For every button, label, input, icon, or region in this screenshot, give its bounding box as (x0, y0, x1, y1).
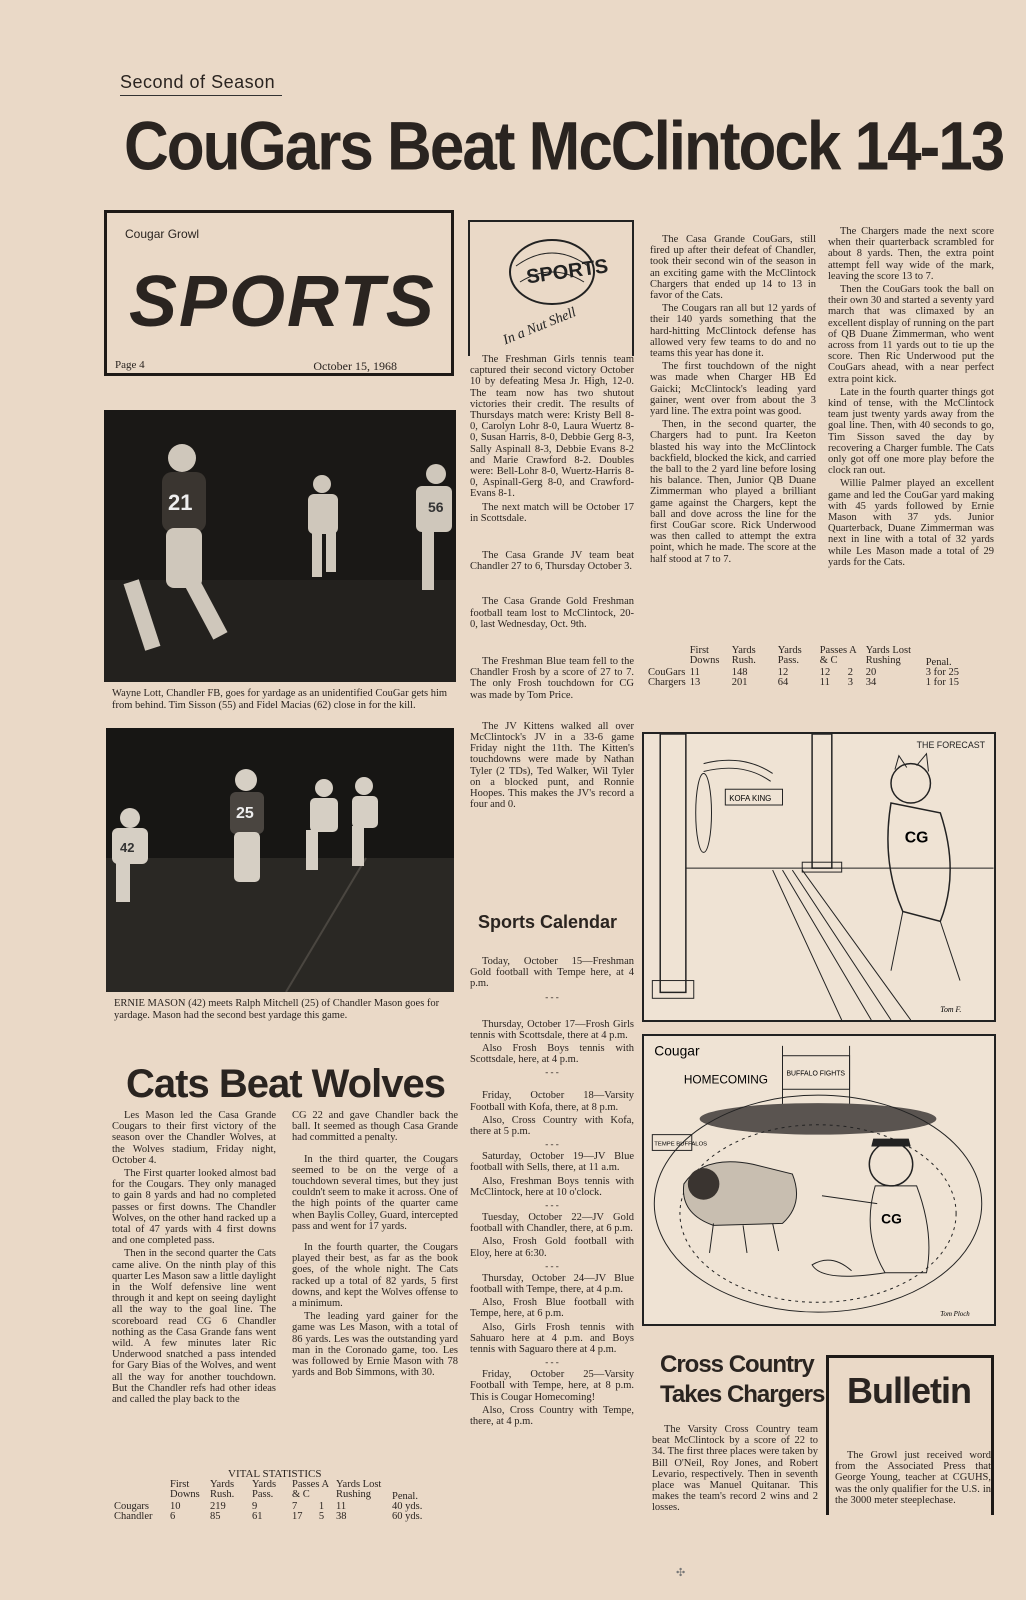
wolves-col-2 (292, 1110, 458, 1380)
main-story-col-1 (650, 234, 816, 567)
masthead-title: SPORTS (129, 262, 436, 342)
brief-frosh-gold: The Casa Grande Gold Freshman football team lost to McClintock, 20-0, last Wednesday, Oct. 9th. (470, 596, 634, 630)
calendar-item: Thursday, October 24—JV Blue football with Tempe, there, at 4 p.m. (470, 1272, 634, 1296)
wolves-para: In the fourth quarter, the Cougars played their best, as far as the book goes, of the whole night. The Cats racked up a total of 82 yards, 5 first downs, and kept the Wolves offense to a minimum. (292, 1242, 458, 1310)
cartoon1-label: THE FORECAST (916, 739, 986, 750)
stats-header-row: First Downs Yards Rush. Yards Pass. Passes A & C Yards Lost Rushing Penal. (689, 645, 952, 668)
calendar-item: Also, Cross Country with Tempe, there, at 4 p.m. (470, 1404, 634, 1428)
brief-next-match: The next match will be October 17 in Scottsdale. (470, 501, 634, 524)
kicker: Second of Season (120, 72, 282, 96)
football-photo-1 (104, 410, 456, 682)
wolves-para: Then in the second quarter the Cats came alive. On the ninth play of this quarter Les Mason saw a little daylight in the Wolf defensive line went through it and kept on seeing daylight all the way to the goal line. The scoreboard read CG 6 Chandler nothing as the Casa Grande fans went wild. A few minutes later Ric Underwood snatched a pass intended for Gary Bias of the Wolves, and went all the way for another touchdown. But the Chandler refs had other ideas and called the play back to the (112, 1248, 276, 1406)
masthead-date: October 15, 1968 (313, 359, 397, 373)
calendar-column: Today, October 15—Freshman Gold football with Tempe here, at 4 p.m. - - - Thursday, October 17—Frosh Girls tennis with Scottsdale, there at 4 p.m. Also Frosh Boys tennis with Scottsdale, here, at 4 p.m. - - - Friday, October 18—Varsity Football with Kofa, there, at 8 p.m. Also, Cross Country with Kofa, there at 5 p.m. - - - Saturday, October 19—JV Blue football with Sells, there, at 11 a.m. Also, Freshman Boys tennis with McClintock, here at 10 o'clock. - - - Tuesday, October 22—JV Gold football with Chandler, there, at 6 p.m. Also, Frosh Gold football with Eloy, here at 6:30. - - - Thursday, October 24—JV Blue football with Tempe, there, at 4 p.m. Also, Frosh Blue football with Tempe, here, at 6 p.m. Also, Girls Frosh tennis with Sahuaro here at 4 p.m. and Boys tennis with Saguaro there at 4 p.m. - - - Friday, October 25—Varsity Football with Tempe, here, at 8 p.m. This is Cougar Homecoming! Also, Cross Country with Tempe, there, at 4 p.m. (470, 956, 634, 1428)
page-mark: ✣ (676, 1567, 686, 1579)
svg-text:21: 21 (168, 490, 193, 515)
page-headline: CouGars Beat McClintock 14-13 (124, 109, 1004, 185)
main-story-para: Late in the fourth quarter things got kind of tense, with the McClintock team just twenty yards away from the goal line. Then, with 40 seconds to go, Tim Sisson saved the day by recovering a Charger fumble. The Cats only got off one more play before the clock ran out. (828, 386, 994, 477)
wolves-para: Les Mason led the Casa Grande Cougars to their first victory of the season over the Chandler Wolves, at the Wolves stadium, Friday night, October 4. (112, 1110, 276, 1166)
calendar-item: Today, October 15—Freshman Gold football with Tempe here, at 4 p.m. (470, 956, 634, 990)
main-story-para: Then the CouGars took the ball on their own 30 and started a seventy yard march that was climaxed by an excellent display of running on the part of QB Duane Zimmerman, who went across from 11 yards out to tie up the score. Then Ric Underwood put the CouGars ahead, with a near perfect extra point kick. (828, 284, 994, 385)
svg-text:56: 56 (428, 499, 444, 515)
cartoon2-banner: HOMECOMING (683, 1072, 768, 1087)
cartoon1-signature: Tom F. (940, 1005, 962, 1015)
calendar-item: Also, Girls Frosh tennis with Sahuaro here at 4 p.m. and Boys tennis with Saguaro there at 4 p.m. (470, 1321, 634, 1356)
homecoming-cartoon (642, 1034, 996, 1326)
calendar-item: Also, Frosh Blue football with Tempe, here, at 6 p.m. (470, 1297, 634, 1320)
cartoon1-badge: CG (904, 829, 929, 847)
masthead-growl: Cougar Growl (125, 227, 200, 241)
bulletin-box (826, 1355, 994, 1515)
main-story-para: Then, in the second quarter, the Chargers had to punt. Ira Keeton blasted his way into the McClintock backfield, blocked the kick, and carried the ball to the 2 yard line before losing his balance. Then, Junior QB Duane Zimmerman who played a brilliant game against the Chargers, kept the ball and dove across the line for the first CouGar score. Rick Underwood was then called to attempt the extra point, which he made. The score at the half stood at 7 to 7. (650, 419, 816, 565)
main-story-para: The Chargers made the next score when their quarterback scrambled for about 8 yards. Then, the extra point attempt fell way wide of the mark, leaving the score 13 to 7. (828, 226, 994, 282)
wolves-para: The leading yard gainer for the game was Les Mason, with a total of 86 yards. Les was the outstanding yard man in the Coronado game, too. Les was followed by Ernie Mason with 78 yards and Bob Simmons, with 30. (292, 1311, 458, 1379)
brief-jv: The Casa Grande JV team beat Chandler 27 to 6, Thursday October 3. (470, 550, 634, 573)
calendar-item: Also, Cross Country with Kofa, there at 5 p.m. (470, 1114, 634, 1138)
photo-2-caption: ERNIE MASON (42) meets Ralph Mitchell (25) of Chandler Mason goes for yardage. Mason had the second best yardage this game. (114, 998, 440, 1021)
calendar-item: Tuesday, October 22—JV Gold football with Chandler, there, at 6 p.m. (470, 1212, 634, 1235)
nutshell-bottom: In a Nut Shell (501, 305, 579, 349)
nutshell-logo-box (468, 220, 634, 356)
masthead (104, 210, 454, 376)
calendar-item: Also, Freshman Boys tennis with McClintock, here at 10 o'clock. (470, 1175, 634, 1198)
cross-country-body: The Varsity Cross Country team beat McClintock by a score of 22 to 34. The first three places were taken by Bill O'Neil, Roy Jones, and Robert Levario, respectively. Then in seventh place was Manuel Quitanar. This makes the team's record 2 wins and 2 losses. (652, 1424, 818, 1514)
calendar-item: Friday, October 25—Varsity Football with Tempe, here, at 8 p.m. This is Cougar Homecoming! (470, 1369, 634, 1403)
vital-stats-title: VITAL STATISTICS (228, 1468, 322, 1480)
stats-row: Cougars 10 219 9 7 1 11 40 yds. (114, 1501, 423, 1512)
calendar-item: Also Frosh Boys tennis with Scottsdale, here, at 4 p.m. (470, 1043, 634, 1066)
main-story-para: The first touchdown of the night was made when Charger HB Ed Gaicki; McClintock's leading yard gainer, went over from about the 3 yard line. The extra point was good. (650, 361, 816, 418)
svg-text:25: 25 (236, 805, 254, 822)
calendar-item: Friday, October 18—Varsity Football with Kofa, there, at 8 p.m. (470, 1090, 634, 1113)
cartoon2-sign: BUFFALO FIGHTS (786, 1070, 846, 1078)
vital-stats-table (114, 1480, 426, 1522)
forecast-cartoon (642, 732, 996, 1022)
stats-header-row: First Downs Yards Rush. Yards Pass. Passes A & C Yards Lost Rushing Penal. (170, 1479, 418, 1502)
nutshell-top: SPORTS (525, 255, 610, 289)
stats-row: Chandler 6 85 61 17 5 38 60 yds. (114, 1511, 423, 1522)
cartoon2-label: Cougar (654, 1043, 700, 1059)
wolves-para: In the third quarter, the Cougars seemed to be on the verge of a touchdown several times, but they just couldn't seem to make it across. One of the high points of the quarter came when Baylis Colley, Guard, intercepted pass and went for 17 yards. (292, 1153, 458, 1232)
photo-1-caption: Wayne Lott, Chandler FB, goes for yardage as an unidentified CouGar gets him from behind. Tim Sisson (55) and Fidel Macias (62) close in for the kill. (112, 688, 448, 711)
cartoon1-sign: KOFA KING (729, 794, 772, 804)
cartoon2-badge: CG (881, 1211, 902, 1227)
svg-text:42: 42 (120, 840, 135, 855)
main-story-col-2 (828, 226, 994, 570)
stats-row: Chargers 13 201 64 11 3 34 1 for 15 (648, 677, 959, 688)
masthead-page: Page 4 (115, 359, 145, 371)
calendar-item: Saturday, October 19—JV Blue football with Sells, there, at 11 a.m. (470, 1151, 634, 1174)
briefs-column (470, 354, 634, 813)
main-story-para: The Casa Grande CouGars, still fired up after their defeat of Chandler, took their second win of the season in an exciting game with the McClintock Chargers that ended up 14 to 13 in favor of the Cats. (650, 234, 816, 302)
wolves-para: The First quarter looked almost bad for the Cougars. They only managed to gain 8 yards and had no completed passes or first downs. The Chandler Wolves, on the other hand racked up a total of 47 yards with 4 first downs and one completed pass. (112, 1168, 276, 1247)
cartoon2-signature: Tom Ploch (940, 1311, 970, 1319)
wolves-headline: Cats Beat Wolves (126, 1062, 445, 1106)
brief-frosh-blue: The Freshman Blue team fell to the Chandler Frosh by a score of 27 to 7. The only Frosh touchdown for CG was made by Tom Price. (470, 656, 634, 701)
main-story-para: Willie Palmer played an excellent game and led the CouGar yard making with 45 yards followed by Ernie Mason with 37 yds. Junior Quarterback, Duane Zimmerman was next in line with a total of 32 yards while Les Mason made a total of 29 yards for the Cats. (828, 478, 994, 568)
bulletin-title: Bulletin (847, 1370, 971, 1411)
nutshell-icon (470, 222, 632, 352)
calendar-item: Thursday, October 17—Frosh Girls tennis with Scottsdale, there at 4 p.m. (470, 1018, 634, 1041)
stats-row: CouGars 11 148 12 12 2 20 3 for 25 (648, 667, 959, 678)
calendar-item: Also, Frosh Gold football with Eloy, here at 6:30. (470, 1236, 634, 1259)
cross-country-headline: Cross Country Takes Chargers (660, 1351, 825, 1408)
calendar-title: Sports Calendar (478, 912, 618, 932)
wolves-col-1 (112, 1110, 276, 1407)
main-stats-table (648, 646, 963, 688)
brief-girls-tennis: The Freshman Girls tennis team captured their second victory October 10 by defeating Mesa Jr. High, 12-0. The team now has two shutout victories their credit. The results of Thursdays match were: Kristy Bell 8-0, Carolyn Lohr 8-0, Laura Wuertz 8-0, Susan Harris, 8-0, Debbie Gerg 8-3, Sally Aspinall 8-3, Debbie Evans 8-2 and Marie Crawford 8-2. Doubles were: Bell-Lohr 8-0, Wuertz-Harris 8-0, Aspinall-Gerg 8-0, and Crawford-Evans 8-1. (470, 354, 634, 500)
cartoon2-tag: TEMPE BUFFALOS (654, 1141, 708, 1148)
brief-jv-kittens: The JV Kittens walked all over McClintock's JV in a 33-6 game Friday night the 11th. The Kitten's touchdowns were made by Nathan Tyler (2 TDs), Ted Walker, Wil Tyler on a blocked punt, and Ronnie Hoopes. This makes the JV's record a four and 0. (470, 720, 634, 811)
wolves-para: CG 22 and gave Chandler back the ball. It seemed as though Casa Grande had committed a penalty. (292, 1110, 458, 1144)
bulletin-body: The Growl just received word from the Associated Press that George Young, teacher at CGUHS, was the only qualifier for the U.S. in the 3000 meter steeplechase. (835, 1450, 991, 1506)
football-photo-2 (106, 728, 454, 992)
main-story-para: The Cougars ran all but 12 yards of their 140 yards something that the hard-hitting McClintock defense has allowed very few teams to do and no teams this year has done it. (650, 303, 816, 360)
